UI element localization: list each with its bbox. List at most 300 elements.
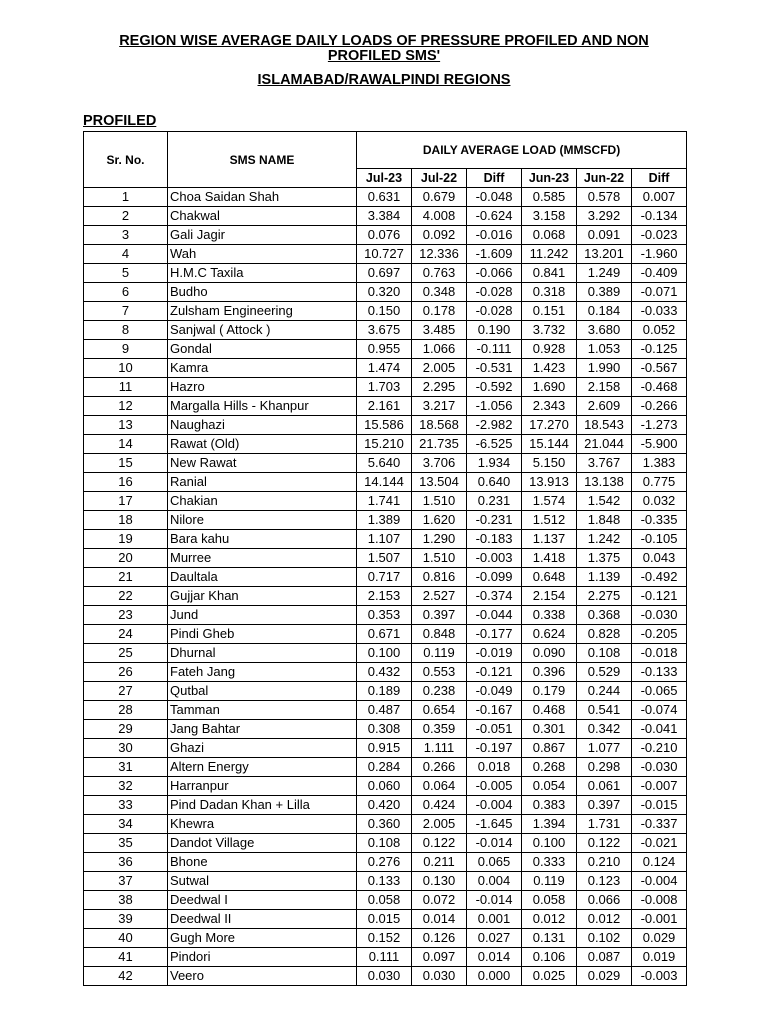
sms-name-cell: Tamman: [168, 701, 357, 720]
value-cell: 0.027: [467, 929, 522, 948]
sms-name-cell: Sanjwal ( Attock ): [168, 321, 357, 340]
value-cell: -0.266: [632, 397, 687, 416]
table-row: [84, 397, 687, 416]
value-cell: 0.585: [522, 188, 577, 207]
value-cell: 0.007: [632, 188, 687, 207]
value-cell: 0.424: [412, 796, 467, 815]
header-daily-average-load: DAILY AVERAGE LOAD (MMSCFD): [357, 132, 687, 169]
value-cell: 10.727: [357, 245, 412, 264]
value-cell: -0.066: [467, 264, 522, 283]
value-cell: 0.487: [357, 701, 412, 720]
value-cell: 1.690: [522, 378, 577, 397]
value-cell: 0.189: [357, 682, 412, 701]
value-cell: 0.276: [357, 853, 412, 872]
value-cell: 0.397: [412, 606, 467, 625]
table-row: [84, 207, 687, 226]
sms-name-cell: Zulsham Engineering: [168, 302, 357, 321]
sms-name-cell: Gali Jagir: [168, 226, 357, 245]
sms-name-cell: Dandot Village: [168, 834, 357, 853]
value-cell: -0.023: [632, 226, 687, 245]
sr-no-cell: 38: [84, 891, 168, 910]
value-cell: 0.775: [632, 473, 687, 492]
value-cell: -0.531: [467, 359, 522, 378]
table-row: [84, 872, 687, 891]
table-row: [84, 853, 687, 872]
value-cell: 0.318: [522, 283, 577, 302]
value-cell: 1.249: [577, 264, 632, 283]
value-cell: 0.210: [577, 853, 632, 872]
sms-name-cell: Gugh More: [168, 929, 357, 948]
value-cell: -0.197: [467, 739, 522, 758]
value-cell: 0.848: [412, 625, 467, 644]
sms-name-cell: Chakian: [168, 492, 357, 511]
value-cell: 18.543: [577, 416, 632, 435]
value-cell: -1.645: [467, 815, 522, 834]
value-cell: 0.671: [357, 625, 412, 644]
sms-name-cell: Khewra: [168, 815, 357, 834]
sms-name-cell: Dhurnal: [168, 644, 357, 663]
value-cell: 0.029: [632, 929, 687, 948]
value-cell: 1.077: [577, 739, 632, 758]
table-row: [84, 511, 687, 530]
value-cell: 0.679: [412, 188, 467, 207]
value-cell: 1.703: [357, 378, 412, 397]
table-row: [84, 435, 687, 454]
table-row: [84, 606, 687, 625]
value-cell: 0.092: [412, 226, 467, 245]
value-cell: 0.122: [577, 834, 632, 853]
value-cell: 0.001: [467, 910, 522, 929]
sr-no-cell: 6: [84, 283, 168, 302]
value-cell: 1.990: [577, 359, 632, 378]
sms-name-cell: Budho: [168, 283, 357, 302]
sr-no-cell: 3: [84, 226, 168, 245]
value-cell: 0.266: [412, 758, 467, 777]
table-row: [84, 340, 687, 359]
value-cell: 0.624: [522, 625, 577, 644]
value-cell: 2.153: [357, 587, 412, 606]
value-cell: 0.541: [577, 701, 632, 720]
value-cell: -0.051: [467, 720, 522, 739]
table-row: [84, 568, 687, 587]
value-cell: 1.741: [357, 492, 412, 511]
value-cell: 3.384: [357, 207, 412, 226]
value-cell: -1.609: [467, 245, 522, 264]
sr-no-cell: 40: [84, 929, 168, 948]
value-cell: 15.586: [357, 416, 412, 435]
value-cell: -0.409: [632, 264, 687, 283]
value-cell: 1.389: [357, 511, 412, 530]
value-cell: -0.592: [467, 378, 522, 397]
value-cell: 0.108: [357, 834, 412, 853]
value-cell: -0.028: [467, 302, 522, 321]
value-cell: 0.091: [577, 226, 632, 245]
table-row: [84, 720, 687, 739]
sr-no-cell: 32: [84, 777, 168, 796]
value-cell: 0.915: [357, 739, 412, 758]
sms-name-cell: Gujjar Khan: [168, 587, 357, 606]
value-cell: 2.158: [577, 378, 632, 397]
value-cell: 0.320: [357, 283, 412, 302]
value-cell: 0.131: [522, 929, 577, 948]
table-row: [84, 321, 687, 340]
value-cell: -0.134: [632, 207, 687, 226]
table-row: [84, 682, 687, 701]
value-cell: 0.030: [412, 967, 467, 986]
value-cell: 1.394: [522, 815, 577, 834]
sr-no-cell: 16: [84, 473, 168, 492]
value-cell: 0.052: [632, 321, 687, 340]
sr-no-cell: 8: [84, 321, 168, 340]
table-row: [84, 967, 687, 986]
value-cell: 0.012: [577, 910, 632, 929]
sr-no-cell: 5: [84, 264, 168, 283]
value-cell: 14.144: [357, 473, 412, 492]
value-cell: 0.123: [577, 872, 632, 891]
value-cell: 3.732: [522, 321, 577, 340]
sr-no-cell: 42: [84, 967, 168, 986]
table-row: [84, 302, 687, 321]
value-cell: 1.053: [577, 340, 632, 359]
value-cell: 0.867: [522, 739, 577, 758]
value-cell: 0.298: [577, 758, 632, 777]
subheader-4: Jun-22: [577, 169, 632, 188]
value-cell: 0.108: [577, 644, 632, 663]
value-cell: -0.099: [467, 568, 522, 587]
value-cell: 0.841: [522, 264, 577, 283]
value-cell: 0.231: [467, 492, 522, 511]
value-cell: 0.640: [467, 473, 522, 492]
value-cell: 0.348: [412, 283, 467, 302]
value-cell: 1.139: [577, 568, 632, 587]
value-cell: 0.631: [357, 188, 412, 207]
value-cell: -0.030: [632, 758, 687, 777]
value-cell: 3.217: [412, 397, 467, 416]
sms-name-cell: Deedwal II: [168, 910, 357, 929]
value-cell: -0.125: [632, 340, 687, 359]
value-cell: 0.338: [522, 606, 577, 625]
document-subtitle: ISLAMABAD/RAWALPINDI REGIONS: [257, 72, 511, 88]
value-cell: 0.353: [357, 606, 412, 625]
value-cell: -0.205: [632, 625, 687, 644]
value-cell: 0.126: [412, 929, 467, 948]
value-cell: -6.525: [467, 435, 522, 454]
table-row: [84, 929, 687, 948]
value-cell: 0.151: [522, 302, 577, 321]
value-cell: 17.270: [522, 416, 577, 435]
table-row: [84, 625, 687, 644]
value-cell: 0.119: [412, 644, 467, 663]
value-cell: 0.100: [522, 834, 577, 853]
sms-name-cell: Bara kahu: [168, 530, 357, 549]
value-cell: 0.553: [412, 663, 467, 682]
value-cell: 0.019: [632, 948, 687, 967]
value-cell: 21.735: [412, 435, 467, 454]
table-row: [84, 815, 687, 834]
value-cell: 0.097: [412, 948, 467, 967]
value-cell: 3.680: [577, 321, 632, 340]
value-cell: 0.068: [522, 226, 577, 245]
value-cell: -0.065: [632, 682, 687, 701]
value-cell: 12.336: [412, 245, 467, 264]
sr-no-cell: 9: [84, 340, 168, 359]
value-cell: 1.542: [577, 492, 632, 511]
value-cell: -0.014: [467, 891, 522, 910]
value-cell: -0.177: [467, 625, 522, 644]
table-body: [84, 188, 687, 986]
table-row: [84, 796, 687, 815]
sms-name-cell: H.M.C Taxila: [168, 264, 357, 283]
value-cell: 0.087: [577, 948, 632, 967]
sr-no-cell: 27: [84, 682, 168, 701]
sr-no-cell: 20: [84, 549, 168, 568]
value-cell: 1.731: [577, 815, 632, 834]
table-row: [84, 777, 687, 796]
value-cell: 1.574: [522, 492, 577, 511]
value-cell: 1.934: [467, 454, 522, 473]
sms-name-cell: Chakwal: [168, 207, 357, 226]
sr-no-cell: 17: [84, 492, 168, 511]
sr-no-cell: 14: [84, 435, 168, 454]
sr-no-cell: 25: [84, 644, 168, 663]
value-cell: 0.238: [412, 682, 467, 701]
sms-name-cell: Ranial: [168, 473, 357, 492]
value-cell: 0.308: [357, 720, 412, 739]
value-cell: 0.054: [522, 777, 577, 796]
value-cell: 0.012: [522, 910, 577, 929]
sr-no-cell: 11: [84, 378, 168, 397]
value-cell: -0.071: [632, 283, 687, 302]
value-cell: 2.154: [522, 587, 577, 606]
sms-name-cell: Choa Saidan Shah: [168, 188, 357, 207]
sms-name-cell: Sutwal: [168, 872, 357, 891]
sms-name-cell: Deedwal I: [168, 891, 357, 910]
table-row: [84, 644, 687, 663]
table-row: [84, 663, 687, 682]
sms-name-cell: Jund: [168, 606, 357, 625]
value-cell: 15.144: [522, 435, 577, 454]
document-title-line1: REGION WISE AVERAGE DAILY LOADS OF PRESSURE PROFILED AND NON: [119, 33, 649, 49]
value-cell: 1.111: [412, 739, 467, 758]
sms-name-cell: Gondal: [168, 340, 357, 359]
value-cell: -0.019: [467, 644, 522, 663]
value-cell: 0.076: [357, 226, 412, 245]
value-cell: 0.111: [357, 948, 412, 967]
value-cell: 1.418: [522, 549, 577, 568]
value-cell: 2.527: [412, 587, 467, 606]
value-cell: 0.119: [522, 872, 577, 891]
table-row: [84, 378, 687, 397]
value-cell: 0.014: [412, 910, 467, 929]
sr-no-cell: 35: [84, 834, 168, 853]
value-cell: 1.848: [577, 511, 632, 530]
table-row: [84, 891, 687, 910]
value-cell: 18.568: [412, 416, 467, 435]
value-cell: 3.485: [412, 321, 467, 340]
value-cell: 0.301: [522, 720, 577, 739]
value-cell: 1.474: [357, 359, 412, 378]
sr-no-cell: 21: [84, 568, 168, 587]
value-cell: 13.504: [412, 473, 467, 492]
sms-name-cell: Naughazi: [168, 416, 357, 435]
value-cell: 13.201: [577, 245, 632, 264]
sms-name-cell: Harranpur: [168, 777, 357, 796]
subheader-0: Jul-23: [357, 169, 412, 188]
sr-no-cell: 4: [84, 245, 168, 264]
table-row: [84, 416, 687, 435]
value-cell: 0.100: [357, 644, 412, 663]
value-cell: -0.003: [632, 967, 687, 986]
value-cell: 0.058: [357, 891, 412, 910]
table-row: [84, 454, 687, 473]
sr-no-cell: 15: [84, 454, 168, 473]
value-cell: 1.242: [577, 530, 632, 549]
table-row: [84, 549, 687, 568]
subheader-1: Jul-22: [412, 169, 467, 188]
sr-no-cell: 23: [84, 606, 168, 625]
value-cell: 0.928: [522, 340, 577, 359]
sms-name-cell: Daultala: [168, 568, 357, 587]
value-cell: 1.510: [412, 549, 467, 568]
value-cell: -2.982: [467, 416, 522, 435]
value-cell: -1.273: [632, 416, 687, 435]
sms-name-cell: Pind Dadan Khan + Lilla: [168, 796, 357, 815]
value-cell: 13.138: [577, 473, 632, 492]
sms-name-cell: Hazro: [168, 378, 357, 397]
value-cell: -0.210: [632, 739, 687, 758]
sms-name-cell: Kamra: [168, 359, 357, 378]
value-cell: 1.107: [357, 530, 412, 549]
value-cell: 3.292: [577, 207, 632, 226]
value-cell: 1.383: [632, 454, 687, 473]
value-cell: 11.242: [522, 245, 577, 264]
subheader-3: Jun-23: [522, 169, 577, 188]
sr-no-cell: 22: [84, 587, 168, 606]
value-cell: 0.368: [577, 606, 632, 625]
subheader-5: Diff: [632, 169, 687, 188]
table-row: [84, 492, 687, 511]
value-cell: 3.158: [522, 207, 577, 226]
value-cell: 0.152: [357, 929, 412, 948]
sms-name-cell: Margalla Hills - Khanpur: [168, 397, 357, 416]
value-cell: 0.150: [357, 302, 412, 321]
sr-no-cell: 2: [84, 207, 168, 226]
value-cell: 0.648: [522, 568, 577, 587]
value-cell: -0.016: [467, 226, 522, 245]
value-cell: -0.624: [467, 207, 522, 226]
table-row: [84, 473, 687, 492]
header-sr-no: Sr. No.: [84, 132, 168, 188]
value-cell: 0.420: [357, 796, 412, 815]
value-cell: 2.005: [412, 815, 467, 834]
value-cell: -0.121: [467, 663, 522, 682]
value-cell: -0.337: [632, 815, 687, 834]
value-cell: 0.244: [577, 682, 632, 701]
value-cell: -0.133: [632, 663, 687, 682]
value-cell: 0.333: [522, 853, 577, 872]
value-cell: -0.004: [467, 796, 522, 815]
value-cell: 0.029: [577, 967, 632, 986]
value-cell: -0.005: [467, 777, 522, 796]
value-cell: -0.567: [632, 359, 687, 378]
value-cell: 1.375: [577, 549, 632, 568]
value-cell: 2.609: [577, 397, 632, 416]
sms-name-cell: Pindori: [168, 948, 357, 967]
value-cell: 0.211: [412, 853, 467, 872]
value-cell: -0.033: [632, 302, 687, 321]
value-cell: 0.130: [412, 872, 467, 891]
table-row: [84, 587, 687, 606]
value-cell: 0.124: [632, 853, 687, 872]
sr-no-cell: 24: [84, 625, 168, 644]
value-cell: -0.105: [632, 530, 687, 549]
sr-no-cell: 1: [84, 188, 168, 207]
sms-name-cell: Murree: [168, 549, 357, 568]
table-row: [84, 264, 687, 283]
value-cell: 4.008: [412, 207, 467, 226]
sms-name-cell: Veero: [168, 967, 357, 986]
value-cell: 0.359: [412, 720, 467, 739]
value-cell: 0.060: [357, 777, 412, 796]
value-cell: -0.374: [467, 587, 522, 606]
value-cell: 0.015: [357, 910, 412, 929]
sr-no-cell: 18: [84, 511, 168, 530]
value-cell: -0.074: [632, 701, 687, 720]
value-cell: -1.056: [467, 397, 522, 416]
sr-no-cell: 37: [84, 872, 168, 891]
value-cell: 2.343: [522, 397, 577, 416]
value-cell: 0.061: [577, 777, 632, 796]
value-cell: -0.468: [632, 378, 687, 397]
value-cell: 0.190: [467, 321, 522, 340]
value-cell: -0.008: [632, 891, 687, 910]
sms-name-cell: Qutbal: [168, 682, 357, 701]
sr-no-cell: 39: [84, 910, 168, 929]
value-cell: 0.178: [412, 302, 467, 321]
value-cell: 0.828: [577, 625, 632, 644]
table-row: [84, 530, 687, 549]
value-cell: 0.468: [522, 701, 577, 720]
value-cell: 0.717: [357, 568, 412, 587]
value-cell: 0.014: [467, 948, 522, 967]
value-cell: -0.004: [632, 872, 687, 891]
value-cell: 0.697: [357, 264, 412, 283]
sr-no-cell: 7: [84, 302, 168, 321]
value-cell: 3.675: [357, 321, 412, 340]
sr-no-cell: 33: [84, 796, 168, 815]
value-cell: 2.295: [412, 378, 467, 397]
value-cell: 0.133: [357, 872, 412, 891]
table-row: [84, 834, 687, 853]
value-cell: 21.044: [577, 435, 632, 454]
value-cell: -0.183: [467, 530, 522, 549]
value-cell: 0.179: [522, 682, 577, 701]
value-cell: 0.397: [577, 796, 632, 815]
table-row: [84, 948, 687, 967]
value-cell: 0.578: [577, 188, 632, 207]
header-sms-name: SMS NAME: [168, 132, 357, 188]
table-row: [84, 188, 687, 207]
table-row: [84, 758, 687, 777]
sms-name-cell: Ghazi: [168, 739, 357, 758]
value-cell: -0.001: [632, 910, 687, 929]
load-table: [83, 131, 687, 986]
value-cell: 0.090: [522, 644, 577, 663]
value-cell: 5.150: [522, 454, 577, 473]
value-cell: 2.275: [577, 587, 632, 606]
value-cell: 1.512: [522, 511, 577, 530]
value-cell: 13.913: [522, 473, 577, 492]
